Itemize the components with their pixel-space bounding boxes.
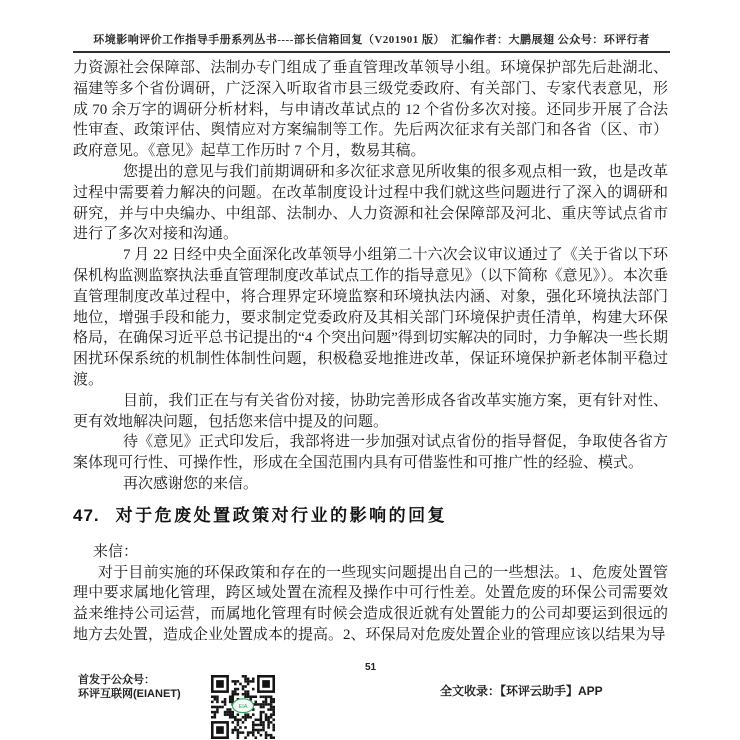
- svg-text:EIA: EIA: [238, 704, 248, 711]
- footer-publisher: [78, 673, 181, 701]
- reply-paragraph-1: 力资源社会保障部、法制办专门组成了垂直管理改革领导小组。环境保护部先后赴湖北、福建等多个省份调研，广泛深入听取省市县三级党委政府、有关部门、专家代表意见，形成 70 余万字的调研分析材料，与申请改革试点的 12 个省份多次对接。还同步开展了合法性审查、政策评估、舆情应对方案编制等工作。先后两次征求有关部门和各省（区、市）政府意见。《意见》起草工作历时 7 个月，数易其稿。: [73, 60, 668, 160]
- reply-paragraph-3: 7 月 22 日经中央全面深化改革领导小组第二十六次会议审议通过了《关于省以下环保机构监测监察执法垂直管理制度改革试点工作的指导意见》（以下简称《意见》）。本次垂直管理制度改革过程中，将合理界定环境监察和环境执法内涵、对象，强化环境执法部门地位，增强手段和能力，要求制定党委政府及其相关部门环境保护责任清单，构建大环保格局，在确保习近平总书记提出的“4 个突出问题”得到切实解决的同时，力争解决一些长期困扰环保系统的机制性体制性问题，积极稳妥地推进改革，保证环境保护新老体制平稳过渡。: [73, 247, 668, 388]
- section-number: 47.: [73, 505, 100, 525]
- reply-paragraph-6: 再次感谢您的来信。: [123, 475, 259, 492]
- reply-paragraph-5: 待《意见》正式印发后，我部将进一步加强对试点省份的指导督促，争取使各省方案体现可行性、可操作性，形成在全国范围内具有可借鉴性和可推广性的经验、模式。: [73, 434, 668, 472]
- qr-code-icon: [210, 675, 276, 739]
- page-header: [73, 31, 670, 53]
- section-title: 对于危废处置政策对行业的影响的回复: [115, 505, 448, 525]
- reply-paragraph-4: 目前，我们正在与有关省份对接，协助完善形成各省改革实施方案，更有针对性、更有效地解决问题，包括您来信中提及的问题。: [73, 392, 668, 430]
- header-text: 环境影响评价工作指导手册系列丛书----部长信箱回复（V201901 版） 汇编作者：大鹏展翅 公众号：环评行者: [93, 34, 650, 46]
- page-number: 51: [364, 662, 377, 673]
- reply-paragraph-2: 您提出的意见与我们前期调研和多次征求意见所收集的很多观点相一致，也是改革过程中需要着力解决的问题。在改革制度设计过程中我们就这些问题进行了深入的调研和研究，并与中央编办、中组部、法制办、人力资源和社会保障部及河北、重庆等试点省市进行了多次对接和沟通。: [73, 163, 668, 243]
- section-heading: [73, 504, 668, 528]
- footer-app-note: 全文收录：【环评云助手】APP: [440, 684, 603, 698]
- letter-label: 来信：: [93, 543, 139, 560]
- reply-body: [73, 58, 668, 646]
- letter-text: 对于目前实施的环保政策和存在的一些现实问题提出自己的一些想法。1、危废处置管理中要求属地化管理，跨区域处置在流程及操作中可行性差。处置危废的环保公司需要效益来维持公司运营，而属地化管理有时候会造成很近就有处置能力的公司却要运到很远的地方去处置，造成企业处置成本的提高。2、环保局对危废处置企业的管理应该以结果为导: [73, 564, 668, 643]
- footer-publisher-line1: 首发于公众号：: [78, 674, 155, 686]
- footer-publisher-line2: 环评互联网(EIANET): [78, 688, 181, 700]
